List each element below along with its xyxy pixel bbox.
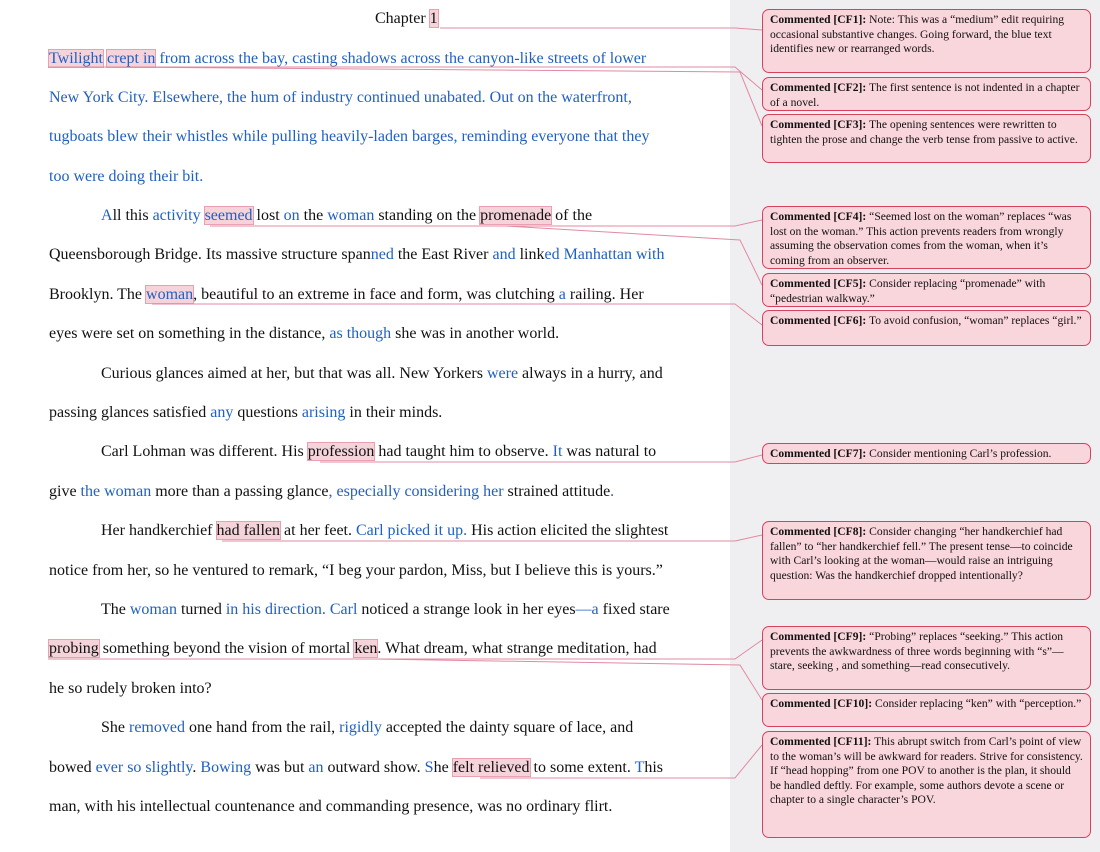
comment-text: Consider changing “her handkerchief had fallen” to “her handkerchief fell.” The present tense—to coincide with Carl’s looking at the woman—would raise an intriguing question: Was the handkerchief dropped intentionally? — [770, 525, 1073, 582]
text-run: at her feet. — [280, 522, 356, 539]
comment-cf10[interactable] — [762, 693, 1091, 727]
inserted-text: in his direction. Carl — [225, 601, 358, 618]
comment-text: Consider mentioning Carl’s profession. — [869, 447, 1052, 460]
comment-cf8[interactable] — [762, 521, 1091, 600]
text-line — [49, 758, 719, 778]
text-run: one hand from the rail, — [184, 719, 340, 736]
comment-text: “Probing” replaces “seeking.” This action prevents the awkwardness of three words beginning with “s”—stare, seeking , and something—read consecutively. — [770, 630, 1064, 673]
comment-cf3[interactable] — [762, 114, 1091, 163]
text-run: accepted the dainty square of lace, and — [381, 719, 634, 736]
inserted-text: on — [283, 207, 300, 224]
comment-id: Commented [CF8]: — [770, 525, 867, 538]
chapter-word: Chapter — [375, 10, 426, 27]
text-run: in their minds. — [345, 404, 443, 421]
comment-id: Commented [CF7]: — [770, 447, 867, 460]
comment-text: “Seemed lost on the woman” replaces “was lost on the woman.” This action prevents readers from wrongly assuming the observation comes from the woman, when it’s coming from an observer. — [770, 210, 1072, 267]
inserted-text: rigidly — [339, 719, 382, 736]
comment-cf5[interactable] — [762, 273, 1091, 307]
text-line — [49, 797, 719, 817]
inserted-text: as though — [329, 325, 392, 342]
text-run: she was in another world. — [391, 325, 560, 342]
comment-text: Consider replacing “ken” with “perception.” — [874, 697, 1082, 710]
text-run: more than a passing glance — [151, 483, 329, 500]
text-run: noticed a strange look in her eyes — [357, 601, 576, 618]
text-line — [101, 442, 771, 462]
inserted-text: a — [558, 286, 566, 303]
text-line — [101, 600, 771, 620]
text-run: had taught him to observe. — [374, 443, 553, 460]
text-run: She — [101, 719, 129, 736]
text-line — [49, 285, 719, 305]
text-run: . — [192, 759, 201, 776]
comment-id: Commented [CF9]: — [770, 630, 867, 643]
comment-id: Commented [CF4]: — [770, 210, 867, 223]
comment-id: Commented [CF5]: — [770, 277, 867, 290]
inserted-text: A — [101, 207, 113, 224]
comment-cf1[interactable] — [762, 9, 1091, 73]
text-line — [49, 88, 719, 108]
inserted-text: arising — [301, 404, 346, 421]
commented-text[interactable]: probing — [49, 640, 99, 657]
text-run: the East River — [393, 246, 493, 263]
text-line — [49, 482, 719, 502]
text-run: strained attitude — [503, 483, 611, 500]
text-line — [49, 679, 719, 699]
inserted-text: were — [486, 365, 519, 382]
text-run: of the — [551, 207, 593, 224]
chapter-number[interactable]: 1 — [429, 10, 438, 27]
inserted-text: from across the bay, casting shadows across the canyon-like streets of lower — [155, 50, 647, 67]
comment-cf7[interactable] — [762, 443, 1091, 464]
inserted-text: ned — [370, 246, 394, 263]
text-run: His action elicited the slightest — [467, 522, 669, 539]
text-line — [49, 49, 719, 69]
text-run: give — [49, 483, 81, 500]
text-run: turned — [176, 601, 226, 618]
comment-text: Note: This was a “medium” edit requiring occasional substantive changes. Going forward, the blue text identifies new or rearranged words. — [770, 13, 1065, 56]
commented-text[interactable]: promenade — [480, 207, 552, 224]
text-run: Brooklyn. The — [49, 286, 147, 303]
text-line — [49, 639, 719, 659]
inserted-text: Carl picked it up. — [355, 522, 468, 539]
text-run: was natural to — [562, 443, 657, 460]
comment-text: The opening sentences were rewritten to tighten the prose and change the verb tense from passive to active. — [770, 118, 1078, 146]
commented-text[interactable]: felt relieved — [452, 759, 530, 776]
text-run: he so rudely broken into? — [49, 680, 212, 697]
text-run — [201, 207, 205, 224]
inserted-text: New York City. Elsewhere, the hum of industry continued unabated. Out on the waterfront, — [49, 89, 632, 106]
inserted-text: activity — [152, 207, 201, 224]
inserted-text: an — [308, 759, 324, 776]
commented-text[interactable]: ken — [354, 640, 378, 657]
text-run: Carl Lohman was different. His — [101, 443, 308, 460]
inserted-text: Bowing — [200, 759, 252, 776]
text-run: his — [644, 759, 664, 776]
text-run: was but — [251, 759, 309, 776]
text-run: Her handkerchief — [101, 522, 217, 539]
text-run: notice from her, so he ventured to remark, “I beg your pardon, Miss, but I believe this is yours.” — [49, 562, 663, 579]
text-run: passing glances satisfied — [49, 404, 211, 421]
text-run: Queensborough Bridge. Its massive structure span — [49, 246, 371, 263]
inserted-text: —a — [575, 601, 599, 618]
text-run: outward show. — [323, 759, 425, 776]
comment-id: Commented [CF3]: — [770, 118, 867, 131]
inserted-text: , especially considering her — [328, 483, 504, 500]
comment-text: This abrupt switch from Carl’s point of view to the woman’s will be awkward for readers. Strive for consistency. If “head hopping” from one POV to another is the plan, it should be handled deftly. For example, some authors devote a scene or chapter to a single character’s POV. — [770, 735, 1083, 807]
text-line — [49, 561, 719, 581]
text-run: he — [433, 759, 453, 776]
comment-id: Commented [CF1]: — [770, 13, 867, 26]
comment-id: Commented [CF2]: — [770, 81, 867, 94]
comment-text: Consider replacing “promenade” with “pedestrian walkway.” — [770, 277, 1046, 305]
inserted-text: too were doing their bit. — [49, 168, 204, 185]
inserted-text: the woman — [80, 483, 152, 500]
comment-text: To avoid confusion, “woman” replaces “girl.” — [868, 314, 1082, 327]
comment-text: The first sentence is not indented in a chapter of a novel. — [770, 81, 1080, 109]
inserted-text: and — [492, 246, 516, 263]
commented-text[interactable]: seemed — [204, 207, 253, 224]
text-run: man, with his intellectual countenance and commanding presence, was no ordinary flirt. — [49, 798, 613, 815]
text-run: fixed stare — [598, 601, 670, 618]
text-run: always in a hurry, and — [518, 365, 663, 382]
comment-cf6[interactable] — [762, 310, 1091, 346]
inserted-text: . — [610, 483, 615, 500]
text-run: . What dream, what strange meditation, had — [377, 640, 657, 657]
inserted-text: It — [552, 443, 563, 460]
text-run: Curious glances aimed at her, but that was all. New Yorkers — [101, 365, 487, 382]
commented-text[interactable]: crept in — [107, 50, 156, 67]
text-line — [49, 245, 719, 265]
comment-cf2[interactable] — [762, 77, 1091, 111]
text-line — [101, 206, 771, 226]
commented-text[interactable]: woman — [146, 286, 194, 303]
inserted-text: removed — [129, 719, 185, 736]
text-run: something beyond the vision of mortal — [98, 640, 355, 657]
text-run: eyes were set on something in the distance, — [49, 325, 330, 342]
text-run: the — [299, 207, 328, 224]
inserted-text: any — [210, 404, 234, 421]
comment-id: Commented [CF6]: — [770, 314, 867, 327]
inserted-text: ed Manhattan with — [544, 246, 665, 263]
inserted-text: T — [634, 759, 645, 776]
text-run: railing. Her — [565, 286, 644, 303]
text-line — [101, 364, 771, 384]
text-line — [49, 127, 719, 147]
text-run: The — [101, 601, 130, 618]
comment-cf9[interactable] — [762, 626, 1091, 690]
commented-text[interactable]: profession — [307, 443, 375, 460]
text-run: link — [515, 246, 545, 263]
comment-id: Commented [CF11]: — [770, 735, 872, 748]
commented-text[interactable]: Twilight — [49, 50, 103, 67]
text-run: questions — [233, 404, 302, 421]
inserted-text: ever so slightly — [95, 759, 193, 776]
text-line — [49, 167, 719, 187]
text-run: bowed — [49, 759, 96, 776]
text-line — [101, 521, 771, 541]
comment-cf4[interactable] — [762, 206, 1091, 269]
text-line — [101, 718, 771, 738]
comment-cf11[interactable] — [762, 731, 1091, 838]
text-line — [49, 403, 719, 423]
text-line — [49, 324, 719, 344]
text-run: , beautiful to an extreme in face and form, was clutching — [193, 286, 559, 303]
text-run: ll this — [112, 207, 153, 224]
text-run: to some extent. — [529, 759, 635, 776]
text-run: lost — [252, 207, 284, 224]
inserted-text: tugboats blew their whistles while pulling heavily-laden barges, reminding everyone that they — [49, 128, 650, 145]
commented-text[interactable]: had fallen — [216, 522, 281, 539]
inserted-text: S — [424, 759, 434, 776]
inserted-text: woman — [129, 601, 177, 618]
text-run: standing on the — [374, 207, 481, 224]
inserted-text: woman — [327, 207, 375, 224]
comment-id: Commented [CF10]: — [770, 697, 873, 710]
